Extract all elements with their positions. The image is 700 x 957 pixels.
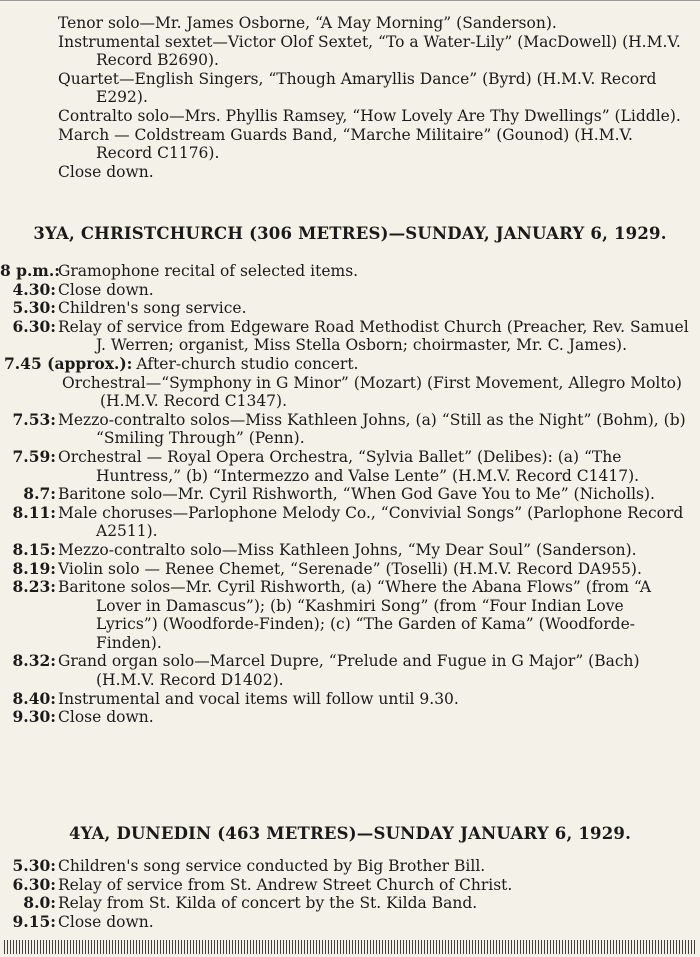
schedule-row xyxy=(0,299,700,318)
schedule-time: 8.15: xyxy=(12,539,56,559)
schedule-row xyxy=(0,560,700,579)
schedule-row xyxy=(0,318,700,355)
schedule-row xyxy=(0,262,700,281)
schedule-text: Close down. xyxy=(58,280,154,299)
schedule-text: Grand organ solo—Marcel Dupre, “Prelude and Fugue in G Major” (Bach) (H.M.V. Record D1402). xyxy=(58,652,640,690)
schedule-time: 5.30: xyxy=(12,298,56,318)
schedule-row xyxy=(0,876,700,895)
schedule-text: Instrumental and vocal items will follow until 9.30. xyxy=(58,689,459,708)
schedule-row xyxy=(0,578,700,652)
schedule-time: 7.45 (approx.): xyxy=(4,353,133,373)
schedule-time: 8.11: xyxy=(12,502,56,522)
schedule-row xyxy=(0,913,700,932)
programme-item: Quartet—English Singers, “Though Amaryllis Dance” (Byrd) (H.M.V. Record E292). xyxy=(58,69,657,107)
schedule-time: 8.40: xyxy=(12,688,56,708)
schedule-subitem: Orchestral—“Symphony in G Minor” (Mozart) (First Movement, Allegro Molto) (H.M.V. Record C1347). xyxy=(62,373,682,411)
programme-item: Contralto solo—Mrs. Phyllis Ramsey, “How Lovely Are Thy Dwellings” (Liddle). xyxy=(58,106,681,125)
schedule-time: 7.53: xyxy=(12,409,56,429)
schedule-row xyxy=(0,411,700,448)
bottom-border-rule xyxy=(4,940,696,954)
schedule-text: Close down. xyxy=(58,912,154,931)
schedule-text: Children's song service conducted by Big Brother Bill. xyxy=(58,857,486,875)
dunedin-schedule xyxy=(0,857,700,931)
schedule-text: Relay of service from St. Andrew Street Church of Christ. xyxy=(58,875,513,894)
schedule-time: 8.7: xyxy=(23,484,56,504)
schedule-row xyxy=(0,857,700,876)
schedule-time: 9.15: xyxy=(12,911,56,931)
schedule-time: 6.30: xyxy=(12,874,56,894)
schedule-row xyxy=(0,485,700,504)
christchurch-heading: 3YA, CHRISTCHURCH (306 METRES)—SUNDAY, JANUARY 6, 1929. xyxy=(33,224,667,243)
schedule-time: 4.30: xyxy=(12,279,56,299)
schedule-text: Mezzo-contralto solo—Miss Kathleen Johns, “My Dear Soul” (Sanderson). xyxy=(58,540,637,559)
programme-item: Instrumental sextet—Victor Olof Sextet, “To a Water-Lily” (MacDowell) (H.M.V. Record B2690). xyxy=(58,32,681,70)
top-rule xyxy=(0,0,700,5)
schedule-time: 6.30: xyxy=(12,316,56,336)
schedule-text: Children's song service. xyxy=(58,299,247,318)
schedule-row xyxy=(0,504,700,541)
schedule-text: Close down. xyxy=(58,708,154,727)
schedule-row xyxy=(0,652,700,689)
schedule-text: Baritone solo—Mr. Cyril Rishworth, “When God Gave You to Me” (Nicholls). xyxy=(58,485,655,504)
schedule-row xyxy=(0,448,700,485)
schedule-row xyxy=(0,690,700,709)
schedule-text: Baritone solos—Mr. Cyril Rishworth, (a) “Where the Abana Flows” (from “A Lover in Damascus”); (b) “Kashmiri Song” (from “Four Indian Love Lyrics”) (Woodforde-Finden); (c) “The Garden of Kama” (Woodforde-Finden). xyxy=(58,578,652,652)
previous-station-programme xyxy=(0,14,700,181)
schedule-text: Orchestral — Royal Opera Orchestra, “Sylvia Ballet” (Delibes): (a) “The Huntress,” (b) “Intermezzo and Valse Lente” (H.M.V. Record C1417). xyxy=(58,447,640,485)
schedule-text: Relay of service from Edgeware Road Methodist Church (Preacher, Rev. Samuel J. Werren; organist, Miss Stella Osborn; choirmaster, Mr. C. James). xyxy=(58,317,689,355)
schedule-time: 8.32: xyxy=(12,651,56,671)
schedule-text: Mezzo-contralto solos—Miss Kathleen Johns, (a) “Still as the Night” (Bohm), (b) “Smiling Through” (Penn). xyxy=(58,410,686,448)
programme-item: Tenor solo—Mr. James Osborne, “A May Morning” (Sanderson). xyxy=(58,14,557,32)
programme-item: Close down. xyxy=(58,162,154,181)
dunedin-heading: 4YA, DUNEDIN (463 METRES)—SUNDAY JANUARY 6, 1929. xyxy=(68,824,632,843)
schedule-row xyxy=(0,541,700,560)
christchurch-schedule xyxy=(0,262,700,727)
schedule-text: After-church studio concert. xyxy=(136,354,359,373)
schedule-time: 8.19: xyxy=(12,558,56,578)
schedule-time: 7.59: xyxy=(12,446,56,466)
schedule-text: Gramophone recital of selected items. xyxy=(58,262,359,280)
schedule-text: Violin solo — Renee Chemet, “Serenade” (Toselli) (H.M.V. Record DA955). xyxy=(58,559,642,578)
schedule-time: 8 p.m.: xyxy=(0,261,60,280)
schedule-text: Relay from St. Kilda of concert by the St. Kilda Band. xyxy=(58,894,478,913)
schedule-row xyxy=(0,894,700,913)
schedule-row xyxy=(0,355,700,374)
schedule-time: 9.30: xyxy=(12,707,56,727)
schedule-row xyxy=(0,281,700,300)
schedule-time: 8.23: xyxy=(12,577,56,597)
schedule-text: Male choruses—Parlophone Melody Co., “Convivial Songs” (Parlophone Record A2511). xyxy=(58,503,684,541)
schedule-row xyxy=(0,708,700,727)
programme-item: March — Coldstream Guards Band, “Marche Militaire” (Gounod) (H.M.V. Record C1176). xyxy=(58,125,633,163)
schedule-time: 8.0: xyxy=(23,893,56,913)
schedule-time: 5.30: xyxy=(12,856,56,875)
